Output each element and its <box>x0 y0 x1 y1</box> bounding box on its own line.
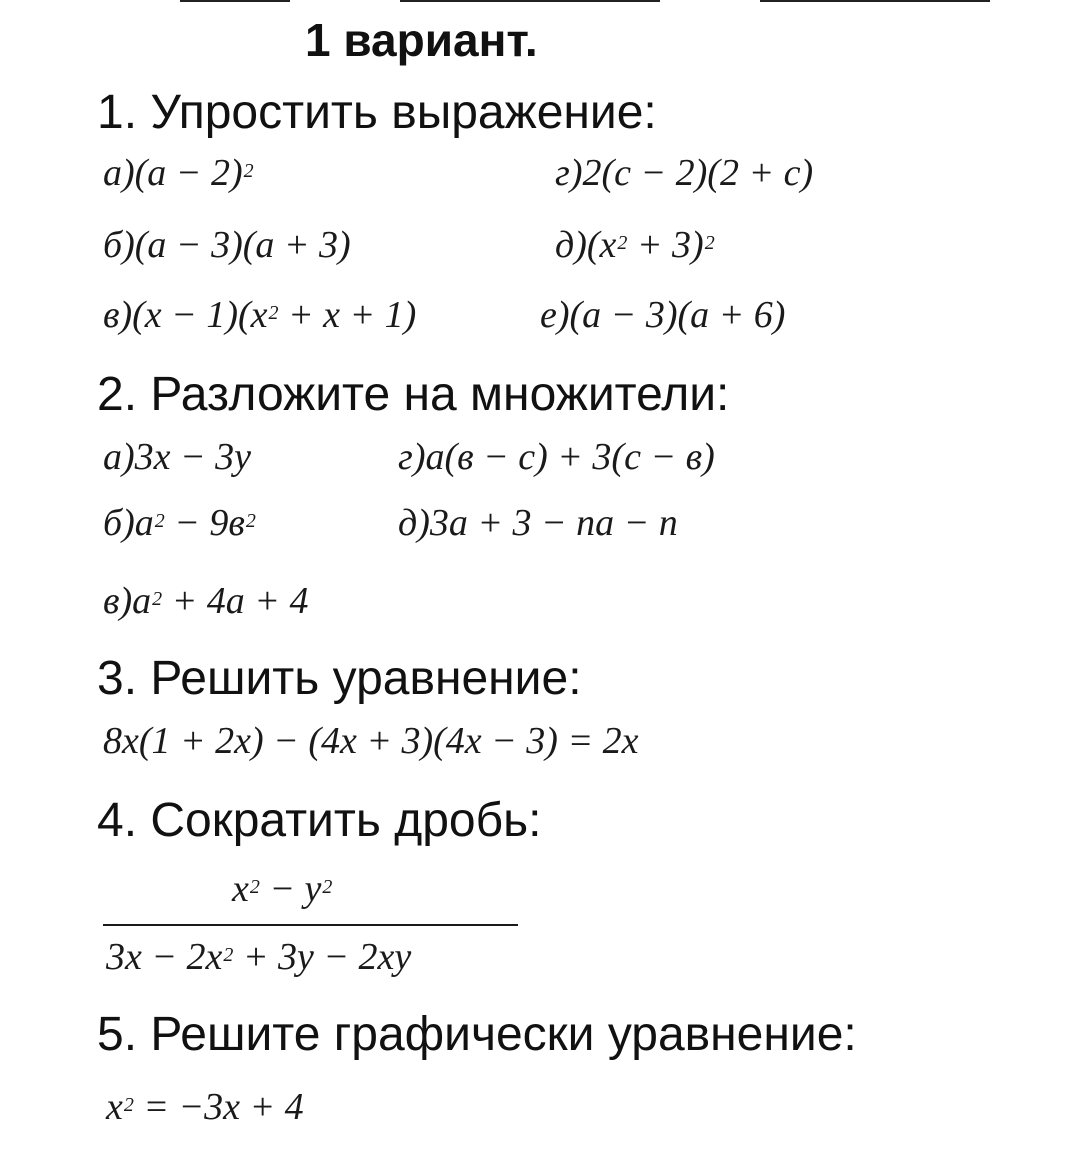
task-2-heading: 2. Разложите на множители: <box>97 368 730 421</box>
fraction-bar <box>103 924 518 926</box>
task-1-item-e: е)(а − 3)(а + 6) <box>540 294 786 336</box>
task-1-item-d: $д)(х^2 + 3)^2$ <box>555 224 715 266</box>
task-3-heading: 3. Решить уравнение: <box>97 652 582 705</box>
task-1-item-v: $в)(х - 1)(х^2 + х + 1)$ <box>103 294 417 336</box>
cropped-text-fragments <box>160 0 1020 6</box>
task-1-item-a: $а)(а - 2)^2$ <box>103 152 254 194</box>
task-5-heading: 5. Решите графически уравнение: <box>97 1008 857 1061</box>
task-3-equation: 8х(1 + 2х) − (4х + 3)(4х − 3) = 2х <box>103 720 639 762</box>
fraction-numerator: $х^2 - у^2$ <box>232 868 333 910</box>
task-2-item-d: д)3а + 3 − nа − n <box>398 502 678 544</box>
page-title: 1 вариант. <box>305 14 538 66</box>
task-2-item-a: а)3х − 3у <box>103 436 252 478</box>
task-1-item-b: б)(а − 3)(а + 3) <box>103 224 351 266</box>
task-2-item-g: г)а(в − с) + 3(с − в) <box>398 436 715 478</box>
task-4-heading: 4. Сократить дробь: <box>97 794 542 847</box>
task-2-item-b: $б)а^2 - 9в^2$ <box>103 502 256 544</box>
task-2-item-v: $в)а^2 + 4а + 4$ <box>103 580 309 622</box>
task-1-item-g: г)2(с − 2)(2 + с) <box>555 152 814 194</box>
task-5-equation: $х^2 = -3х + 4$ <box>106 1086 304 1128</box>
fraction-denominator: $3х - 2х^2 + 3у - 2ху$ <box>106 936 412 978</box>
task-1-heading: 1. Упростить выражение: <box>97 86 657 139</box>
